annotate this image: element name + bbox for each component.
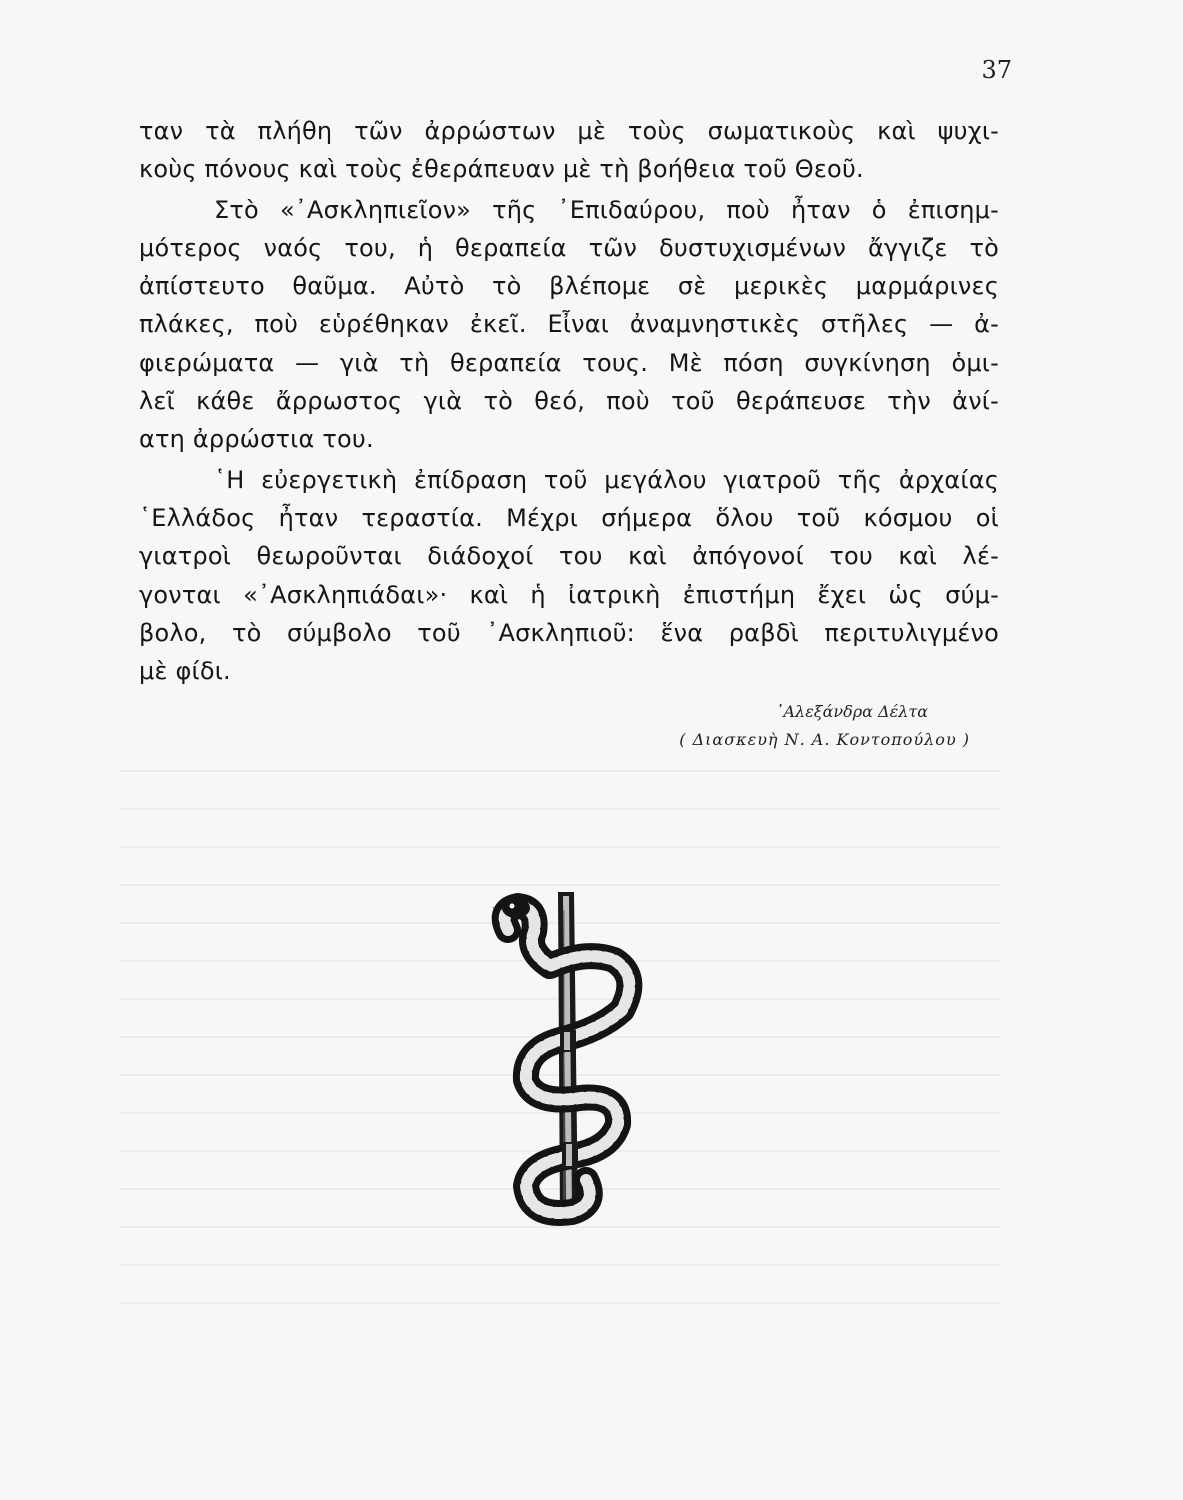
body-text: [139, 112, 999, 690]
text-line-10: ῾Η εὐεργετικὴ ἐπίδραση τοῦ μεγάλου γιατροῦ τῆς ἀρχαίας: [214, 465, 999, 494]
signature-author: ᾿Αλεξάνδρα Δέλτα: [775, 702, 928, 721]
text-line-6: πλάκες, ποὺ εὑρέθηκαν ἐκεῖ. Εἶναι ἀναμνηστικὲς στῆλες — ἀ-: [139, 310, 999, 339]
text-line-2: κοὺς πόνους καὶ τοὺς ἐθεράπευαν μὲ τὴ βοήθεια τοῦ Θεοῦ.: [139, 155, 864, 184]
text-line-1: ταν τὰ πλήθη τῶν ἀρρώστων μὲ τοὺς σωματικοὺς καὶ ψυχι-: [139, 117, 999, 145]
text-line-15: μὲ φίδι.: [139, 657, 231, 686]
text-line-5: ἀπίστευτο θαῦμα. Αὐτὸ τὸ βλέπομε σὲ μερικὲς μαρμάρινες: [139, 272, 999, 301]
text-line-12: γιατροὶ θεωροῦνται διάδοχοί του καὶ ἀπόγονοί του καὶ λέ-: [139, 542, 999, 571]
text-line-3: Στὸ «᾿Ασκληπιεῖον» τῆς ᾿Επιδαύρου, ποὺ ἦταν ὁ ἐπισημ-: [214, 195, 999, 224]
text-line-8: λεῖ κάθε ἄρρωστος γιὰ τὸ θεό, ποὺ τοῦ θεράπευσε τὴν ἀνί-: [139, 387, 999, 416]
text-line-7: φιερώματα — γιὰ τὴ θεραπεία τους. Μὲ πόση συγκίνηση ὁμι-: [139, 348, 999, 377]
text-line-4: μότερος ναός του, ἡ θεραπεία τῶν δυστυχισμένων ἄγγιζε τὸ: [139, 233, 999, 262]
signature-block: [600, 698, 970, 754]
signature-adaptation: ( Διασκευὴ Ν. Α. Κοντοπούλου ): [679, 730, 970, 749]
text-line-9: ατη ἀρρώστια του.: [139, 425, 374, 454]
text-line-11: ῾Ελλάδος ἦταν τεραστία. Μέχρι σήμερα ὅλου τοῦ κόσμου οἱ: [139, 503, 999, 532]
rod-of-asclepius-icon: [490, 880, 660, 1240]
text-line-13: γονται «᾿Ασκληπιάδαι»· καὶ ἡ ἰατρικὴ ἐπιστήμη ἔχει ὡς σύμ-: [139, 580, 999, 609]
text-line-14: βολο, τὸ σύμβολο τοῦ ᾿Ασκληπιοῦ: ἕνα ραβδὶ περιτυλιγμένο: [139, 618, 999, 647]
page-number: 37: [981, 56, 1012, 84]
